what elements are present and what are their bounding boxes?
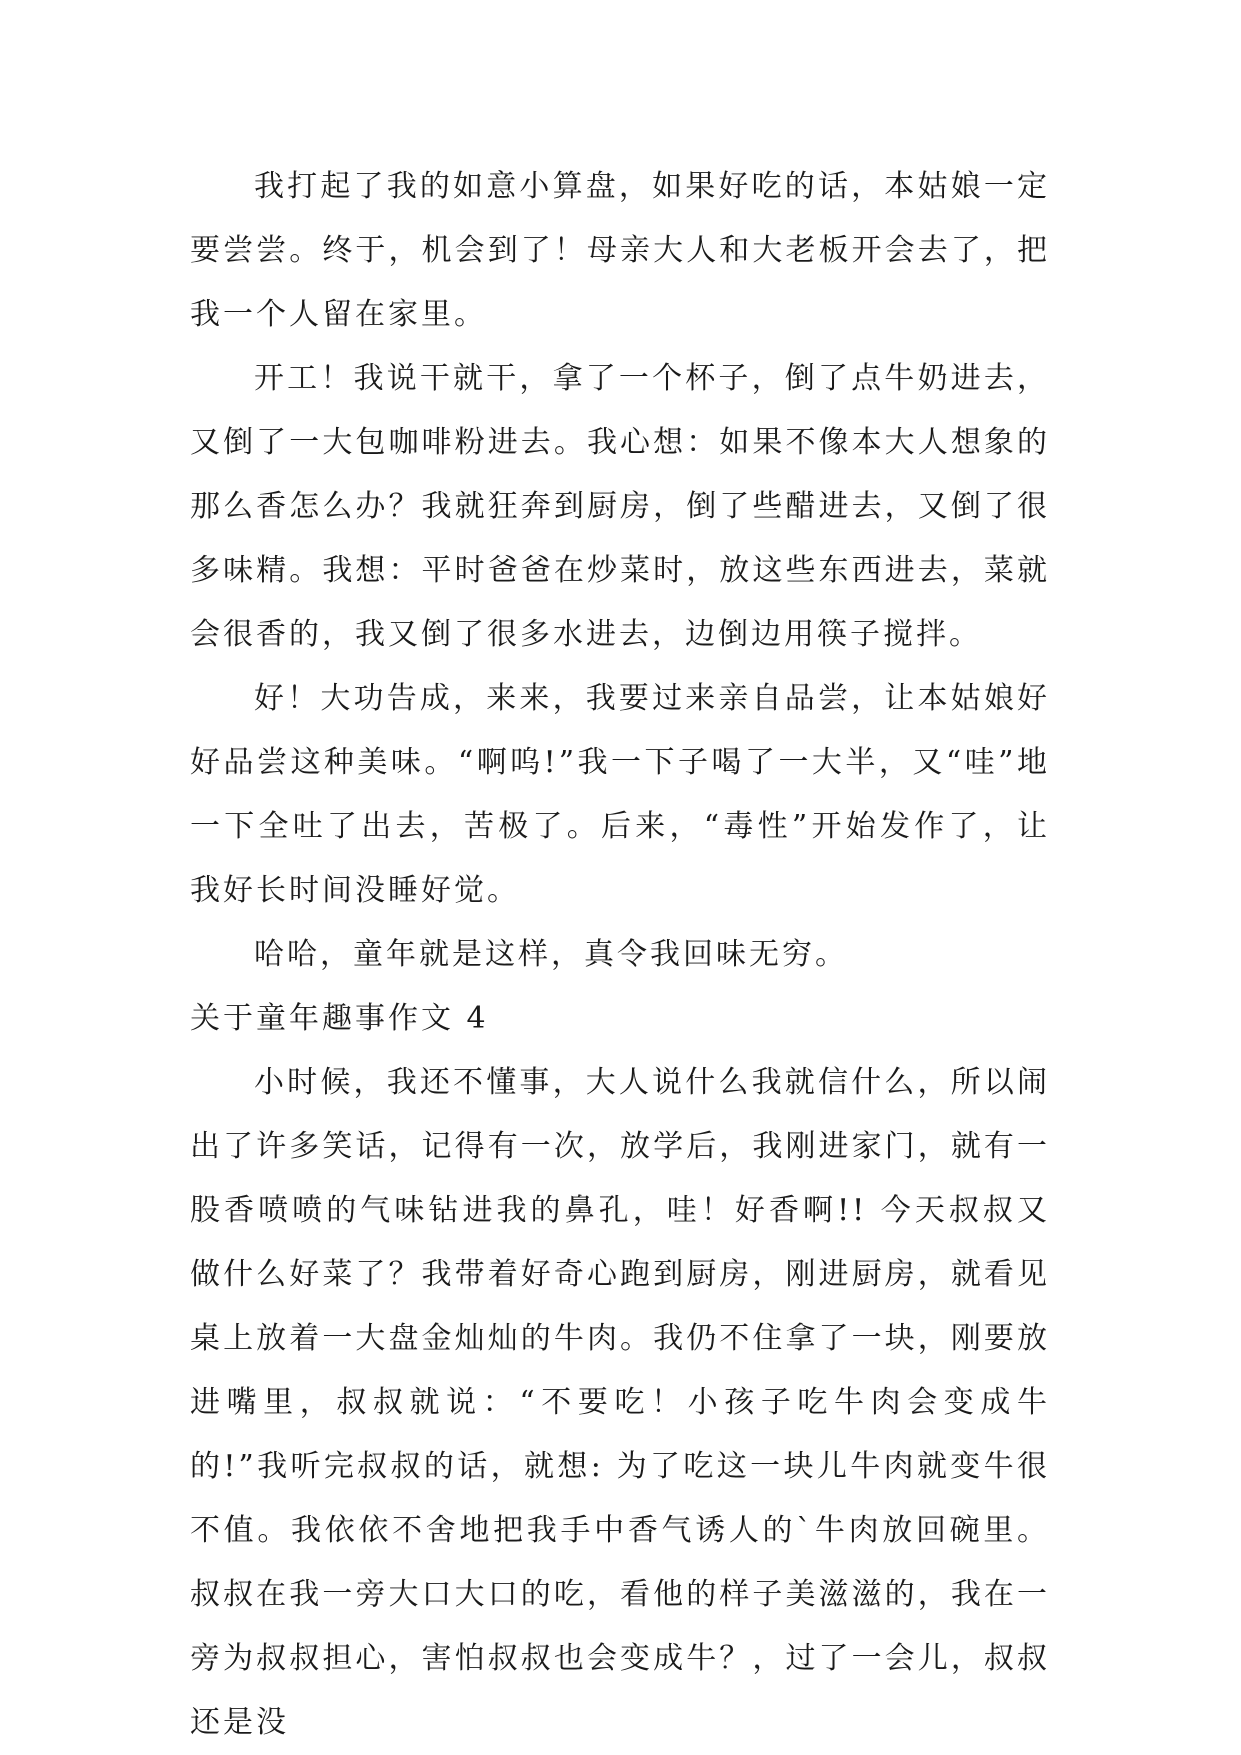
paragraph-3: 好！大功告成，来来，我要过来亲自品尝，让本姑娘好好品尝这种美味。“啊呜!”我一下子喝了一大半，又“哇”地一下全吐了出去，苦极了。后来，“毒性”开始发作了，让我好长时间没睡好觉。 (190, 681, 1050, 908)
paragraph-2: 开工！我说干就干，拿了一个杯子，倒了点牛奶进去，又倒了一大包咖啡粉进去。我心想：如果不像本大人想象的那么香怎么办？我就狂奔到厨房，倒了些醋进去，又倒了很多味精。我想：平时爸爸在炒菜时，放这些东西进去，菜就会很香的，我又倒了很多水进去，边倒边用筷子搅拌。 (190, 361, 1050, 652)
document-body (190, 155, 1050, 1755)
paragraph-5: 小时候，我还不懂事，大人说什么我就信什么，所以闹出了许多笑话，记得有一次，放学后，我刚进家门，就有一股香喷喷的气味钻进我的鼻孔，哇！好香啊!! 今天叔叔又做什么好菜了？我带着好奇心跑到厨房，刚进厨房，就看见桌上放着一大盘金灿灿的牛肉。我仍不住拿了一块，刚要放进嘴里，叔叔就说：“不要吃！小孩子吃牛肉会变成牛的!”我听完叔叔的话，就想: 为了吃这一块儿牛肉就变牛很不值。我依依不舍地把我手中香气诱人的`牛肉放回碗里。叔叔在我一旁大口大口的吃，看他的样子美滋滋的，我在一旁为叔叔担心，害怕叔叔也会变成牛？，过了一会儿，叔叔还是没 (190, 1065, 1050, 1740)
section-title: 关于童年趣事作文 4 (190, 1001, 489, 1036)
paragraph-1: 我打起了我的如意小算盘，如果好吃的话，本姑娘一定要尝尝。终于，机会到了！母亲大人和大老板开会去了，把我一个人留在家里。 (190, 169, 1050, 332)
paragraph-4: 哈哈，童年就是这样，真令我回味无穷。 (254, 937, 848, 972)
